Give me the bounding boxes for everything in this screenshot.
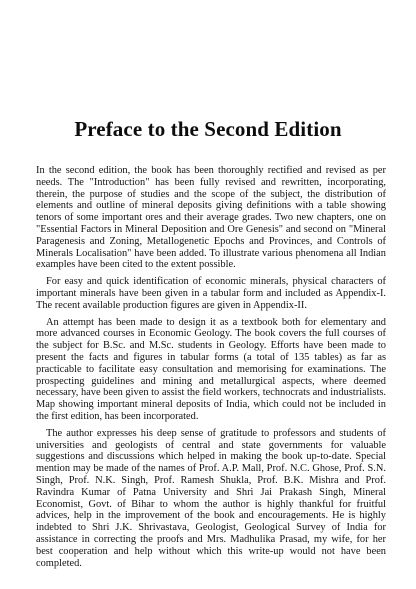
preface-paragraph-4: The author expresses his deep sense of gratitude to professors and students of universities and geologists of central and state governments for valuable suggestions and discussions which helped in making the book up-to-date. Special mention may be made of the names of Prof. A.P. Mall, Prof. N.C. Ghose, Prof. S.N. Singh, Prof. N.K. Singh, Prof. Ramesh Shukla, Prof. B.K. Mishra and Prof. Ravindra Kumar of Patna University and Shri Jai Prakash Singh, Mineral Economist, Govt. of Bihar to whom the author is highly thankful for fruitful advices, help in the improvement of the book and encouragements. He is highly indebted to Shri J.K. Shrivastava, Geologist, Geological Survey of India for assistance in correcting the proofs and Mrs. Madhulika Prasad, my wife, for her best cooperation and help without which this write-up would not have been completed.	[36, 427, 386, 569]
preface-title: Preface to the Second Edition	[74, 117, 342, 141]
preface-body	[36, 165, 386, 574]
preface-paragraph-2: For easy and quick identification of economic minerals, physical characters of important minerals have been given in a tabular form and included as Appendix-I. The recent available production figures are given in Appendix-II.	[36, 276, 386, 311]
preface-paragraph-3: An attempt has been made to design it as a textbook both for elementary and more advanced courses in Economic Geology. The book covers the full courses of the subject for B.Sc. and M.Sc. students in Geology. Efforts have been made to present the facts and figures in tabular forms (a total of 135 tables) as far as practicable to facilitate easy consultation and memorising for examinations. The prospecting guidelines and mining and metallurgical aspects, where deemed necessary, have been given to assist the field workers, technocrats and industrialists. Map showing important mineral deposits of India, which could not be included in the first edition, has been incorporated.	[36, 316, 386, 422]
preface-paragraph-1: In the second edition, the book has been thoroughly rectified and revised as per needs. The "Introduction" has been fully revised and rewritten, incorporating, therein, the purpose of studies and the scope of the subject, the distribution of elements and outline of mineral deposits giving definitions with a table showing tenors of some important ores and their average grades. Two new chapters, one on "Essential Factors in Mineral Deposition and Ore Genesis" and second on "Mineral Paragenesis and Zoning, Metallogenetic Epochs and Provinces, and Controls of Minerals Localisation" have been added. To illustrate various phenomena all Indian examples have been cited to the extent possible.	[36, 165, 386, 271]
